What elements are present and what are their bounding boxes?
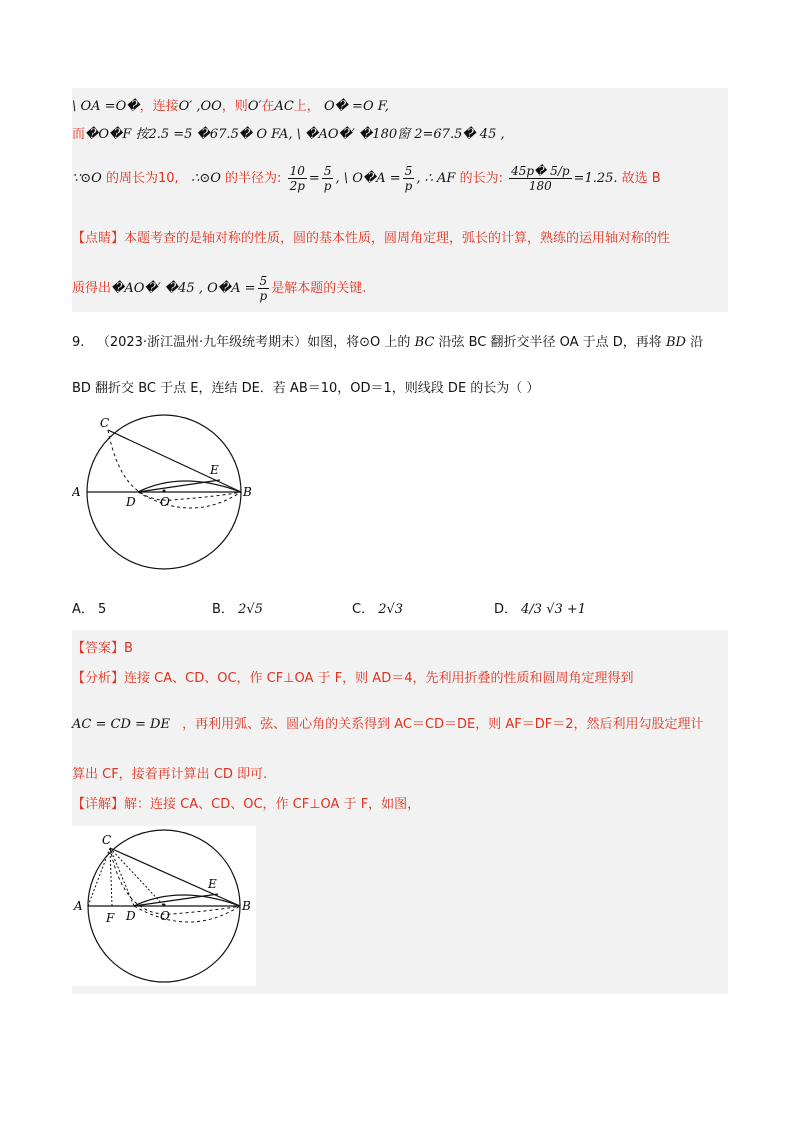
text: , \ O�A = xyxy=(335,171,401,186)
label-e: E xyxy=(208,877,217,891)
arc-de xyxy=(138,481,241,492)
text: 沿弦 BC 翻折交半径 OA 于点 D，再将 xyxy=(438,335,662,350)
text: （2023·浙江温州·九年级统考期末）如图，将⊙O 上的 xyxy=(96,335,411,350)
text: = xyxy=(308,171,320,186)
chord-bc xyxy=(108,430,241,492)
text: ，连接 xyxy=(139,99,179,114)
fraction: $\frac{45p� 5/p}{180}$ xyxy=(511,164,570,193)
analysis-line-2 xyxy=(72,716,704,734)
label-d: D xyxy=(126,495,136,509)
answer-block xyxy=(72,630,728,994)
solution-line-3 xyxy=(72,164,661,193)
arc-bc: BC xyxy=(414,335,435,350)
detail-label: 【详解】 xyxy=(72,797,125,812)
option-a[interactable]: A． 5 xyxy=(72,602,107,617)
analysis-label: 【分析】 xyxy=(72,671,125,686)
center-dot xyxy=(163,490,166,493)
text: O′ xyxy=(247,99,262,114)
question-line-2 xyxy=(72,380,539,398)
text: 故选 B xyxy=(621,171,661,186)
text: �AO�′ �45 xyxy=(111,281,195,296)
text: �O�F 按2.5 =5 �67.5� O FA, \ �AO�′ �180窗 2=67.5� 45 , xyxy=(85,127,505,142)
text: , xyxy=(198,281,203,296)
question-figure xyxy=(72,414,252,574)
text: 而 xyxy=(72,127,86,142)
analysis-line-3 xyxy=(72,766,267,784)
dianjing-line-2 xyxy=(72,274,366,303)
label-c: C xyxy=(102,833,112,847)
text: ，再利用弧、弦、圆心角的关系得到 AC＝CD＝DE，则 AF＝DF＝2，然后利用勾股定理计 xyxy=(182,717,704,732)
text: AC xyxy=(274,99,294,114)
label-f: F xyxy=(106,911,115,925)
text: O�A = xyxy=(207,281,256,296)
dianjing-label: 【点睛】 xyxy=(72,231,125,246)
analysis-line-1 xyxy=(72,670,633,688)
fraction: $\frac{5}{p}$ xyxy=(323,164,332,193)
solution-block xyxy=(72,88,728,312)
text: 质得出 xyxy=(72,281,112,296)
label-o: O xyxy=(160,495,170,509)
text: O′ ,OO xyxy=(178,99,222,114)
segment-ca xyxy=(88,848,110,906)
text: 连接 CA、CD、OC，作 CF⊥OA 于 F，则 AD＝4，先利用折叠的性质和圆周角定理得到 xyxy=(124,671,634,686)
question-line-1 xyxy=(72,334,703,352)
text: 本题考查的是轴对称的性质，圆的基本性质，圆周角定理，弧长的计算，熟练的运用轴对称的性 xyxy=(124,231,671,246)
text: 的长为: xyxy=(459,171,503,186)
dianjing-line-1 xyxy=(72,230,670,248)
text: , ∴ AF xyxy=(416,171,456,186)
arc-bd: BD xyxy=(665,335,686,350)
text: =1.25. xyxy=(573,171,618,186)
label-d: D xyxy=(126,909,136,923)
detail-figure xyxy=(72,826,256,986)
text: ，则 xyxy=(221,99,248,114)
label-o: O xyxy=(160,909,170,923)
answer-value: B xyxy=(124,641,133,656)
fraction: $\frac{10}{2p}$ xyxy=(289,164,305,193)
label-e: E xyxy=(210,463,219,477)
option-d[interactable]: D． 4/3 √3 +1 xyxy=(494,602,587,617)
solution-line-2 xyxy=(72,126,505,144)
chord-bc xyxy=(110,848,240,906)
option-c[interactable]: C． 2√3 xyxy=(352,602,404,617)
text: 沿 xyxy=(690,335,704,350)
text: 解：连接 CA、CD、OC，作 CF⊥OA 于 F，如图， xyxy=(124,797,421,812)
text: 的周长为10, xyxy=(105,171,179,186)
arc-de xyxy=(134,895,240,906)
text: 上， xyxy=(293,99,320,114)
label-b: B xyxy=(243,485,252,499)
text: \ OA =O� xyxy=(72,99,140,114)
center-dot xyxy=(163,904,166,907)
solution-line-1 xyxy=(72,98,389,116)
text: ∵⊙O xyxy=(72,171,102,186)
text: 是解本题的关键. xyxy=(271,281,367,296)
label-a: A xyxy=(72,485,81,499)
text: BD 翻折交 BC 于点 E，连结 DE．若 AB＝10，OD＝1，则线段 DE 的长为（ ） xyxy=(72,381,540,396)
option-b[interactable]: B． 2√5 xyxy=(212,602,263,617)
text: O� =O F, xyxy=(323,99,389,114)
detail-line xyxy=(72,796,420,814)
text: ∴⊙O xyxy=(191,171,221,186)
label-a: A xyxy=(74,899,83,913)
question-number: 9. xyxy=(72,335,85,350)
fraction: $\frac{5}{p}$ xyxy=(259,274,268,303)
answer-line xyxy=(72,640,133,658)
folded-arc-bc xyxy=(110,848,240,914)
text: 的半径为: xyxy=(225,171,282,186)
formula: AC = CD = DE xyxy=(72,717,170,732)
text: 算出 CF，接着再计算出 CD 即可. xyxy=(72,767,268,782)
text: 在 xyxy=(261,99,275,114)
answer-label: 【答案】 xyxy=(72,641,125,656)
label-b: B xyxy=(242,899,251,913)
label-c: C xyxy=(100,416,110,430)
fraction: $\frac{5}{p}$ xyxy=(404,164,413,193)
